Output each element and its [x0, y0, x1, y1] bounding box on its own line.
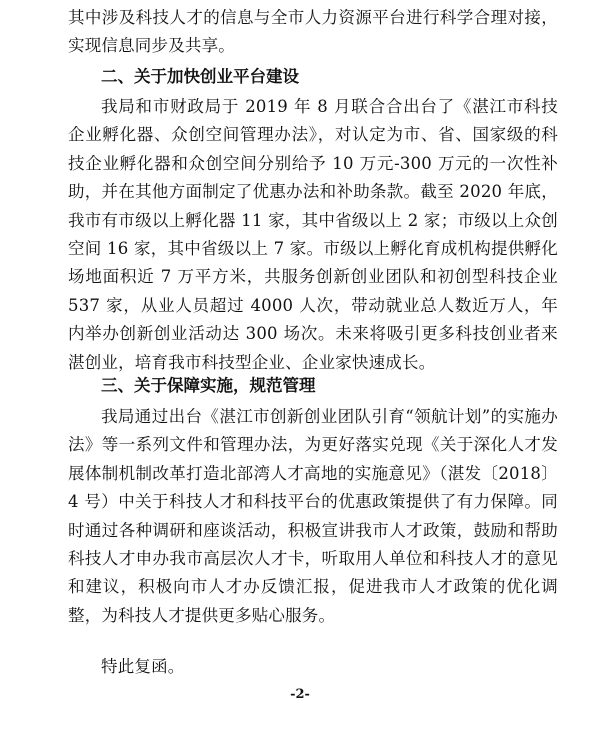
- section-3-body: 我局通过出台《湛江市创新创业团队引育“领航计划”的实施办法》等一系列文件和管理办法，为更好落实兑现《关于深化人才发展体制机制改革打造北部湾人才高地的实施意见》（湛发〔2018〕4 号）中关于科技人才和科技平台的优惠政策提供了有力保障。同时通过各种调研和座谈活动，积极宣讲我市人才政策，鼓励和帮助科技人才申办我市高层次人才卡，听取用人单位和科技人才的意见和建议，积极向市人才办反馈汇报，促进我市人才政策的优化调整，为科技人才提供更多贴心服务。: [68, 407, 558, 625]
- closing-remark: 特此复函。: [101, 657, 185, 676]
- section-2-heading: 二、关于加快创业平台建设: [101, 67, 299, 86]
- continuation-paragraph: 其中涉及科技人才的信息与全市人力资源平台进行科学合理对接，实现信息同步及共享。: [68, 8, 558, 56]
- section-3-heading: 三、关于保障实施，规范管理: [101, 376, 316, 395]
- page-number: -2-: [290, 687, 310, 702]
- section-2-body: 我局和市财政局于 2019 年 8 月联合合出台了《湛江市科技企业孵化器、众创空间管理办法》，对认定为市、省、国家级的科技企业孵化器和众创空间分别给予 10 万元-300 万元的一次性补助，并在其他方面制定了优惠办法和补助条款。截至 2020 年底，我市有市级以上孵化器 11 家，其中省级以上 2 家；市级以上众创空间 16 家，其中省级以上 7 家。市级以上孵化育成机构提供孵化场地面积近 7 万平方米，共服务创新创业团队和初创型科技企业 537 家，从业人员超过 4000 人次，带动就业总人数近万人，年内举办创新创业活动达 300 场次。未来将吸引更多科技创业者来湛创业，培育我市科技型企业、企业家快速成长。: [68, 97, 558, 372]
